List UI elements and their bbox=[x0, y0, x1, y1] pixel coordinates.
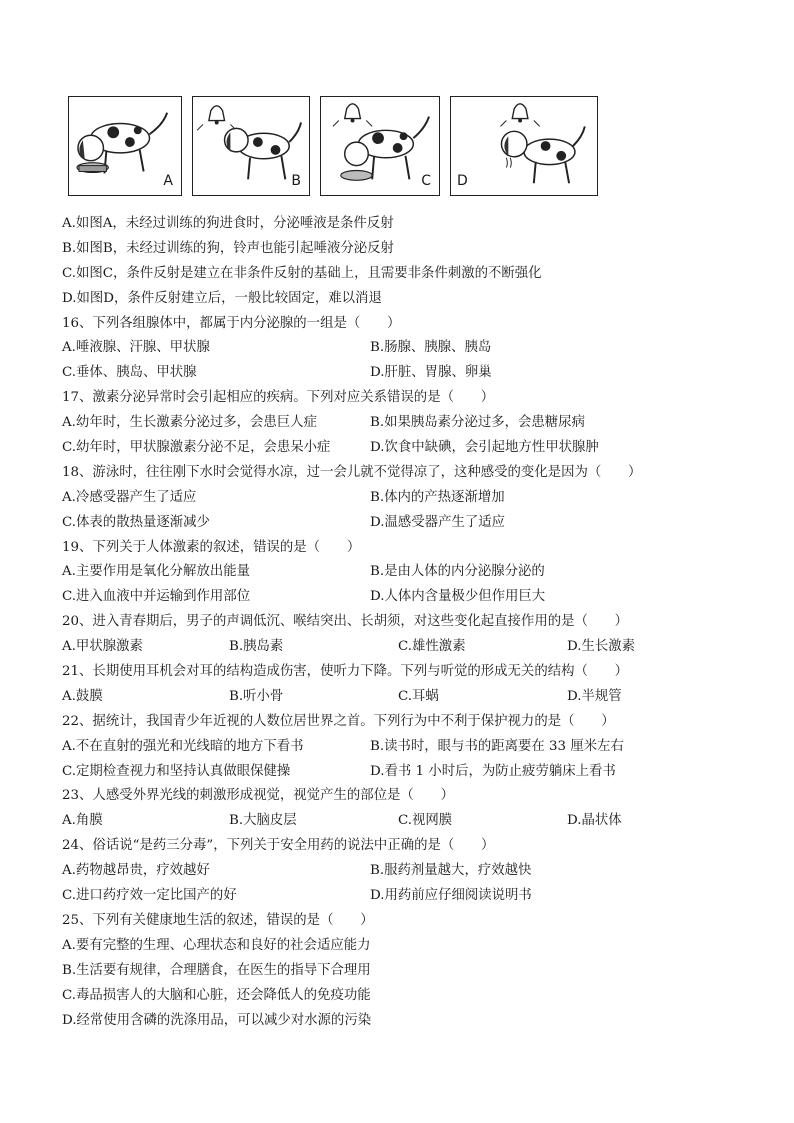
question-23 bbox=[62, 784, 742, 834]
figure-panel-b bbox=[192, 96, 310, 196]
answer-option[interactable]: C.进入血液中并运输到作用部位 bbox=[62, 589, 251, 605]
answer-option[interactable]: B.读书时，眼与书的距离要在 33 厘米左右 bbox=[370, 738, 624, 754]
question-25 bbox=[62, 909, 742, 1033]
option-row bbox=[62, 585, 742, 610]
option-line: C.如图C，条件反射是建立在非条件反射的基础上，且需要非条件刺激的不断强化 bbox=[62, 265, 542, 281]
answer-option[interactable]: A.冷感受器产生了适应 bbox=[62, 489, 197, 505]
panel-label-b: B bbox=[291, 173, 301, 189]
answer-option[interactable]: B.服药剂量越大，疗效越快 bbox=[370, 863, 532, 879]
answer-option[interactable]: D.饮食中缺碘，会引起地方性甲状腺肿 bbox=[370, 440, 599, 456]
option-row bbox=[62, 884, 742, 909]
answer-option[interactable]: D.肝脏、胃腺、卵巢 bbox=[370, 365, 492, 381]
option-line: A.如图A，未经过训练的狗进食时，分泌唾液是条件反射 bbox=[62, 216, 394, 231]
option-row bbox=[62, 336, 742, 361]
question-stem: 24、俗话说“是药三分毒”，下列关于安全用药的说法中正确的是（ ） bbox=[62, 838, 495, 854]
question-stem: 22、据统计，我国青少年近视的人数位居世界之首。下列行为中不利于保护视力的是（ ） bbox=[62, 713, 615, 729]
figure-panel-a bbox=[68, 96, 182, 196]
answer-option[interactable]: C.视网膜 bbox=[398, 813, 453, 829]
option-row bbox=[62, 959, 742, 984]
answer-option[interactable]: B.体内的产热逐渐增加 bbox=[370, 489, 505, 505]
option-row bbox=[62, 361, 742, 386]
option-row bbox=[62, 511, 742, 536]
question-22 bbox=[62, 710, 742, 785]
figure-panel-d bbox=[450, 96, 598, 196]
option-row bbox=[62, 1009, 742, 1034]
answer-option[interactable]: C.定期检查视力和坚持认真做眼保健操 bbox=[62, 763, 291, 779]
option-row bbox=[62, 560, 742, 585]
option-row bbox=[62, 436, 742, 461]
answer-option[interactable]: B.生活要有规律，合理膳食，在医生的指导下合理用 bbox=[62, 962, 371, 978]
question-stem: 17、激素分泌异常时会引起相应的疾病。下列对应关系错误的是（ ） bbox=[62, 390, 495, 406]
question-stem: 21、长期使用耳机会对耳的结构造成伤害，使听力下降。下列与听觉的形成无关的结构（ ） bbox=[62, 664, 629, 680]
answer-option[interactable]: C.垂体、胰岛、甲状腺 bbox=[62, 365, 197, 381]
option-row bbox=[62, 859, 742, 884]
question-stem: 18、游泳时，往往刚下水时会觉得水凉，过一会儿就不觉得凉了，这种感受的变化是因为（ ） bbox=[62, 464, 642, 480]
option-row bbox=[62, 411, 742, 436]
answer-option[interactable]: A.幼年时，生长激素分泌过多，会患巨人症 bbox=[62, 415, 317, 431]
answer-option[interactable]: A.要有完整的生理、心理状态和良好的社会适应能力 bbox=[62, 937, 371, 953]
answer-option[interactable]: C.幼年时，甲状腺激素分泌不足，会患呆小症 bbox=[62, 440, 331, 456]
option-row bbox=[62, 685, 742, 710]
panel-label-c: C bbox=[421, 173, 431, 189]
answer-option[interactable]: A.唾液腺、汗腺、甲状腺 bbox=[62, 340, 210, 356]
answer-option[interactable]: D.看书 1 小时后，为防止疲劳躺床上看书 bbox=[370, 763, 616, 779]
answer-option[interactable]: D.用药前应仔细阅读说明书 bbox=[370, 888, 532, 904]
answer-option[interactable]: B.胰岛素 bbox=[229, 639, 284, 655]
question-list bbox=[62, 212, 742, 1033]
panel-label-d: D bbox=[457, 173, 468, 189]
question-18 bbox=[62, 461, 742, 536]
answer-option[interactable]: B.是由人体的内分泌腺分泌的 bbox=[370, 564, 545, 580]
option-line: B.如图B，未经过训练的狗，铃声也能引起唾液分泌反射 bbox=[62, 240, 394, 256]
answer-option[interactable]: C.耳蜗 bbox=[398, 688, 439, 704]
question-21 bbox=[62, 660, 742, 710]
answer-option[interactable]: B.如果胰岛素分泌过多，会患糖尿病 bbox=[370, 415, 585, 431]
panel-label-a: A bbox=[163, 173, 173, 189]
question-stem: 25、下列有关健康地生活的叙述，错误的是（ ） bbox=[62, 912, 374, 928]
question-16 bbox=[62, 312, 742, 387]
option-row bbox=[62, 809, 742, 834]
questions-16-25 bbox=[62, 312, 742, 1034]
answer-option[interactable]: A.主要作用是氧化分解放出能量 bbox=[62, 564, 251, 580]
answer-option[interactable]: C.毒品损害人的大脑和心脏，还会降低人的免疫功能 bbox=[62, 987, 371, 1003]
answer-option[interactable]: D.半规管 bbox=[567, 688, 622, 704]
answer-option[interactable]: C.体表的散热量逐渐减少 bbox=[62, 514, 210, 530]
figure-panel-c bbox=[320, 96, 440, 196]
answer-option[interactable]: D.人体内含量极少但作用巨大 bbox=[370, 589, 546, 605]
question-24 bbox=[62, 834, 742, 909]
option-row bbox=[62, 486, 742, 511]
question-stem: 16、下列各组腺体中，都属于内分泌腺的一组是（ ） bbox=[62, 315, 401, 331]
answer-option[interactable]: B.大脑皮层 bbox=[229, 813, 297, 829]
question-17 bbox=[62, 386, 742, 461]
answer-option[interactable]: C.进口药疗效一定比国产的好 bbox=[62, 888, 237, 904]
answer-option[interactable]: C.雄性激素 bbox=[398, 639, 466, 655]
question-15-options bbox=[62, 212, 742, 312]
answer-option[interactable]: D.经常使用含磷的洗涤用品，可以减少对水源的污染 bbox=[62, 1012, 372, 1028]
dog-conditioned-illustration bbox=[451, 97, 597, 195]
option-row bbox=[62, 635, 742, 660]
question-stem: 23、人感受外界光线的刺激形成视觉，视觉产生的部位是（ ） bbox=[62, 788, 454, 804]
option-line: D.如图D，条件反射建立后，一般比较固定，难以消退 bbox=[62, 290, 382, 306]
question-19 bbox=[62, 536, 742, 611]
answer-option[interactable]: D.生长激素 bbox=[567, 639, 636, 655]
answer-option[interactable]: D.晶状体 bbox=[567, 813, 622, 829]
question-stem: 19、下列关于人体激素的叙述，错误的是（ ） bbox=[62, 539, 361, 555]
answer-option[interactable]: B.听小骨 bbox=[229, 688, 284, 704]
answer-option[interactable]: B.肠腺、胰腺、胰岛 bbox=[370, 340, 492, 356]
answer-option[interactable]: A.不在直射的强光和光线暗的地方下看书 bbox=[62, 738, 304, 754]
question-20 bbox=[62, 610, 742, 660]
option-row bbox=[62, 934, 742, 959]
answer-option[interactable]: A.药物越昂贵，疗效越好 bbox=[62, 863, 210, 879]
option-row bbox=[62, 984, 742, 1009]
question-stem: 20、进入青春期后，男子的声调低沉、喉结突出、长胡须，对这些变化起直接作用的是（ ） bbox=[62, 614, 629, 630]
answer-option[interactable]: A.鼓膜 bbox=[62, 688, 103, 704]
answer-option[interactable]: A.甲状腺激素 bbox=[62, 639, 143, 655]
answer-option[interactable]: D.温感受器产生了适应 bbox=[370, 514, 506, 530]
dog-reflex-figure bbox=[68, 96, 598, 200]
option-row bbox=[62, 760, 742, 785]
option-row bbox=[62, 735, 742, 760]
answer-option[interactable]: A.角膜 bbox=[62, 813, 103, 829]
